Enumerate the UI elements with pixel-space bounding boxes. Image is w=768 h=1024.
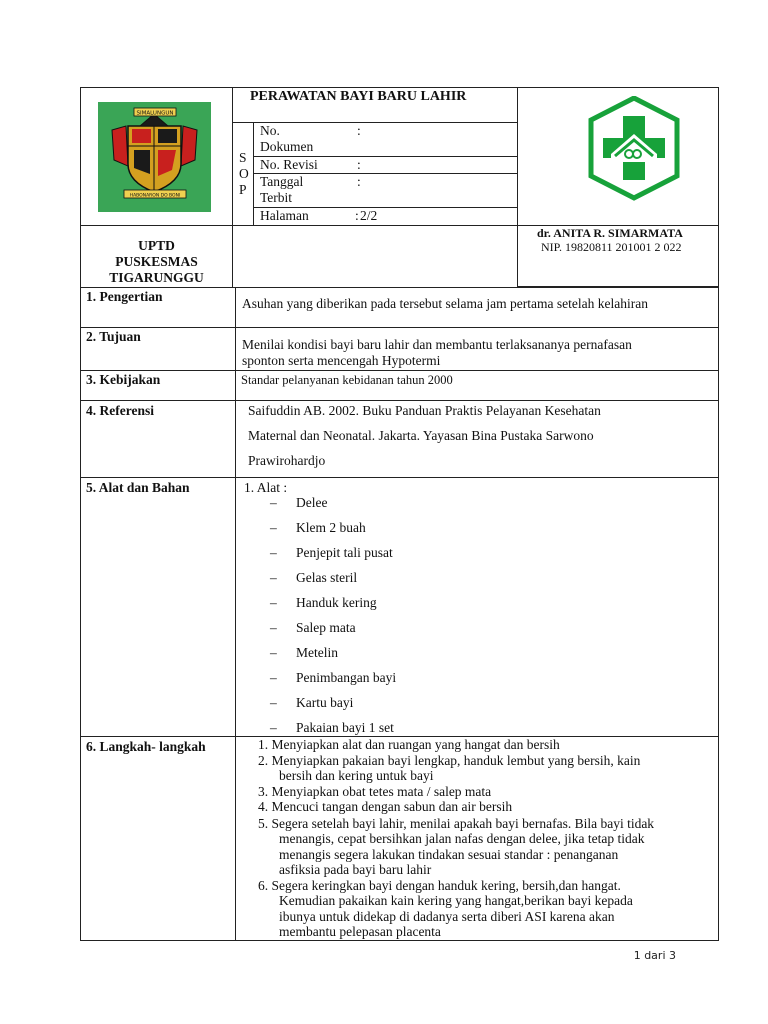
sop-letter-o: O xyxy=(239,166,249,181)
org-line-2: PUSKESMAS xyxy=(115,254,198,269)
section-text-tujuan-2: sponton serta mencengah Hypotermi xyxy=(242,353,441,368)
signer-name: dr. ANITA R. SIMARMATA xyxy=(537,226,683,240)
field-no-dokumen-label-1: No. xyxy=(260,123,280,138)
field-tanggal-colon: : xyxy=(357,174,361,189)
langkah-line-4: 4. Mencuci tangan dengan sabun dan air bersih xyxy=(258,799,513,814)
section-text-referensi-1: Saifuddin AB. 2002. Buku Panduan Praktis Pelayanan Kesehatan xyxy=(248,403,601,418)
banner-bottom-text: HABONARON DO BONI xyxy=(129,193,181,199)
field-halaman-label: Halaman xyxy=(260,208,309,223)
header-line-under-sop xyxy=(232,225,518,226)
section-label-kebijakan: 3. Kebijakan xyxy=(86,372,161,387)
langkah-line-7: menangis segera lakukan tindakan sesuai standar : penanganan xyxy=(279,847,619,862)
sop-letter-p: P xyxy=(239,182,247,197)
field-halaman-colon: : xyxy=(355,208,359,223)
section-text-tujuan-1: Menilai kondisi bayi baru lahir dan membantu terlaksananya pernafasan xyxy=(242,337,632,352)
section-label-tujuan: 2. Tujuan xyxy=(86,329,141,344)
langkah-line-9: 6. Segera keringkan bayi dengan handuk kering, bersih,dan hangat. xyxy=(258,878,621,893)
langkah-line-1: 2. Menyiapkan pakaian bayi lengkap, handuk lembut yang bersih, kain xyxy=(258,753,641,768)
row-line-4 xyxy=(80,477,719,478)
org-line-3: TIGARUNGGU xyxy=(109,270,204,285)
alat-heading: 1. Alat : xyxy=(244,480,288,495)
field-no-revisi-label: No. Revisi xyxy=(260,157,318,172)
langkah-line-8: asfiksia pada bayi baru lahir xyxy=(279,862,432,877)
section-text-kebijakan: Standar pelanyanan kebidanan tahun 2000 xyxy=(241,373,453,387)
banner-top-text: SIMALUNGUN xyxy=(136,110,174,117)
header-divider-right xyxy=(517,87,518,287)
langkah-line-11: ibunya untuk didekap di dadanya serta diberi ASI karena akan xyxy=(279,909,615,924)
page-number: 1 dari 3 xyxy=(633,949,676,962)
field-no-dokumen-label-2: Dokumen xyxy=(260,139,314,154)
langkah-line-5: 5. Segera setelah bayi lahir, menilai apakah bayi bernafas. Bila bayi tidak xyxy=(258,816,655,831)
langkah-line-6: menangis, cepat bersihkan jalan nafas dengan delee, jika tetap tidak xyxy=(279,831,645,846)
table-border-bottom xyxy=(80,940,719,941)
org-line-1: UPTD xyxy=(138,238,175,253)
field-tanggal-label-2: Terbit xyxy=(260,190,293,205)
field-tanggal-label-1: Tanggal xyxy=(260,174,304,189)
puskesmas-cross-icon xyxy=(565,96,703,202)
langkah-line-3: 3. Menyiapkan obat tetes mata / salep mata xyxy=(258,784,492,799)
section-text-referensi-3: Prawirohardjo xyxy=(248,453,326,468)
sop-letter-s: S xyxy=(239,150,247,165)
body-column-divider xyxy=(235,287,236,941)
table-border-right xyxy=(718,87,719,941)
langkah-line-10: Kemudian pakaikan kain kering yang hangat,berikan bayi kepada xyxy=(279,893,633,908)
signer-nip: NIP. 19820811 201001 2 022 xyxy=(541,240,682,254)
field-halaman-value: 2/2 xyxy=(360,208,378,223)
row-line-3 xyxy=(80,400,719,401)
simalungun-crest-logo xyxy=(98,102,211,212)
section-text-pengertian: Asuhan yang diberikan pada tersebut selama jam pertama setelah kelahiran xyxy=(242,296,648,311)
document-title: PERAWATAN BAYI BARU LAHIR xyxy=(250,89,467,104)
row-line-1 xyxy=(80,327,719,328)
sop-box-left xyxy=(253,122,254,226)
section-label-langkah: 6. Langkah- langkah xyxy=(86,739,206,754)
section-label-pengertian: 1. Pengertian xyxy=(86,289,163,304)
section-label-alat: 5. Alat dan Bahan xyxy=(86,480,190,495)
langkah-line-2: bersih dan kering untuk bayi xyxy=(279,768,434,783)
header-bottom xyxy=(80,287,719,288)
table-border-top xyxy=(80,87,719,88)
crest-shield-icon xyxy=(98,102,211,212)
puskesmas-logo xyxy=(565,96,703,202)
field-no-dokumen-colon: : xyxy=(357,123,361,138)
field-no-revisi-colon: : xyxy=(357,157,361,172)
section-text-referensi-2: Maternal dan Neonatal. Jakarta. Yayasan Bina Pustaka Sarwono xyxy=(248,428,594,443)
langkah-line-0: 1. Menyiapkan alat dan ruangan yang hangat dan bersih xyxy=(258,737,560,752)
section-label-referensi: 4. Referensi xyxy=(86,403,154,418)
langkah-line-12: membantu pelepasan placenta xyxy=(279,924,441,939)
row-line-2 xyxy=(80,370,719,371)
header-line-under-logos xyxy=(80,225,233,226)
table-border-left xyxy=(80,87,81,941)
